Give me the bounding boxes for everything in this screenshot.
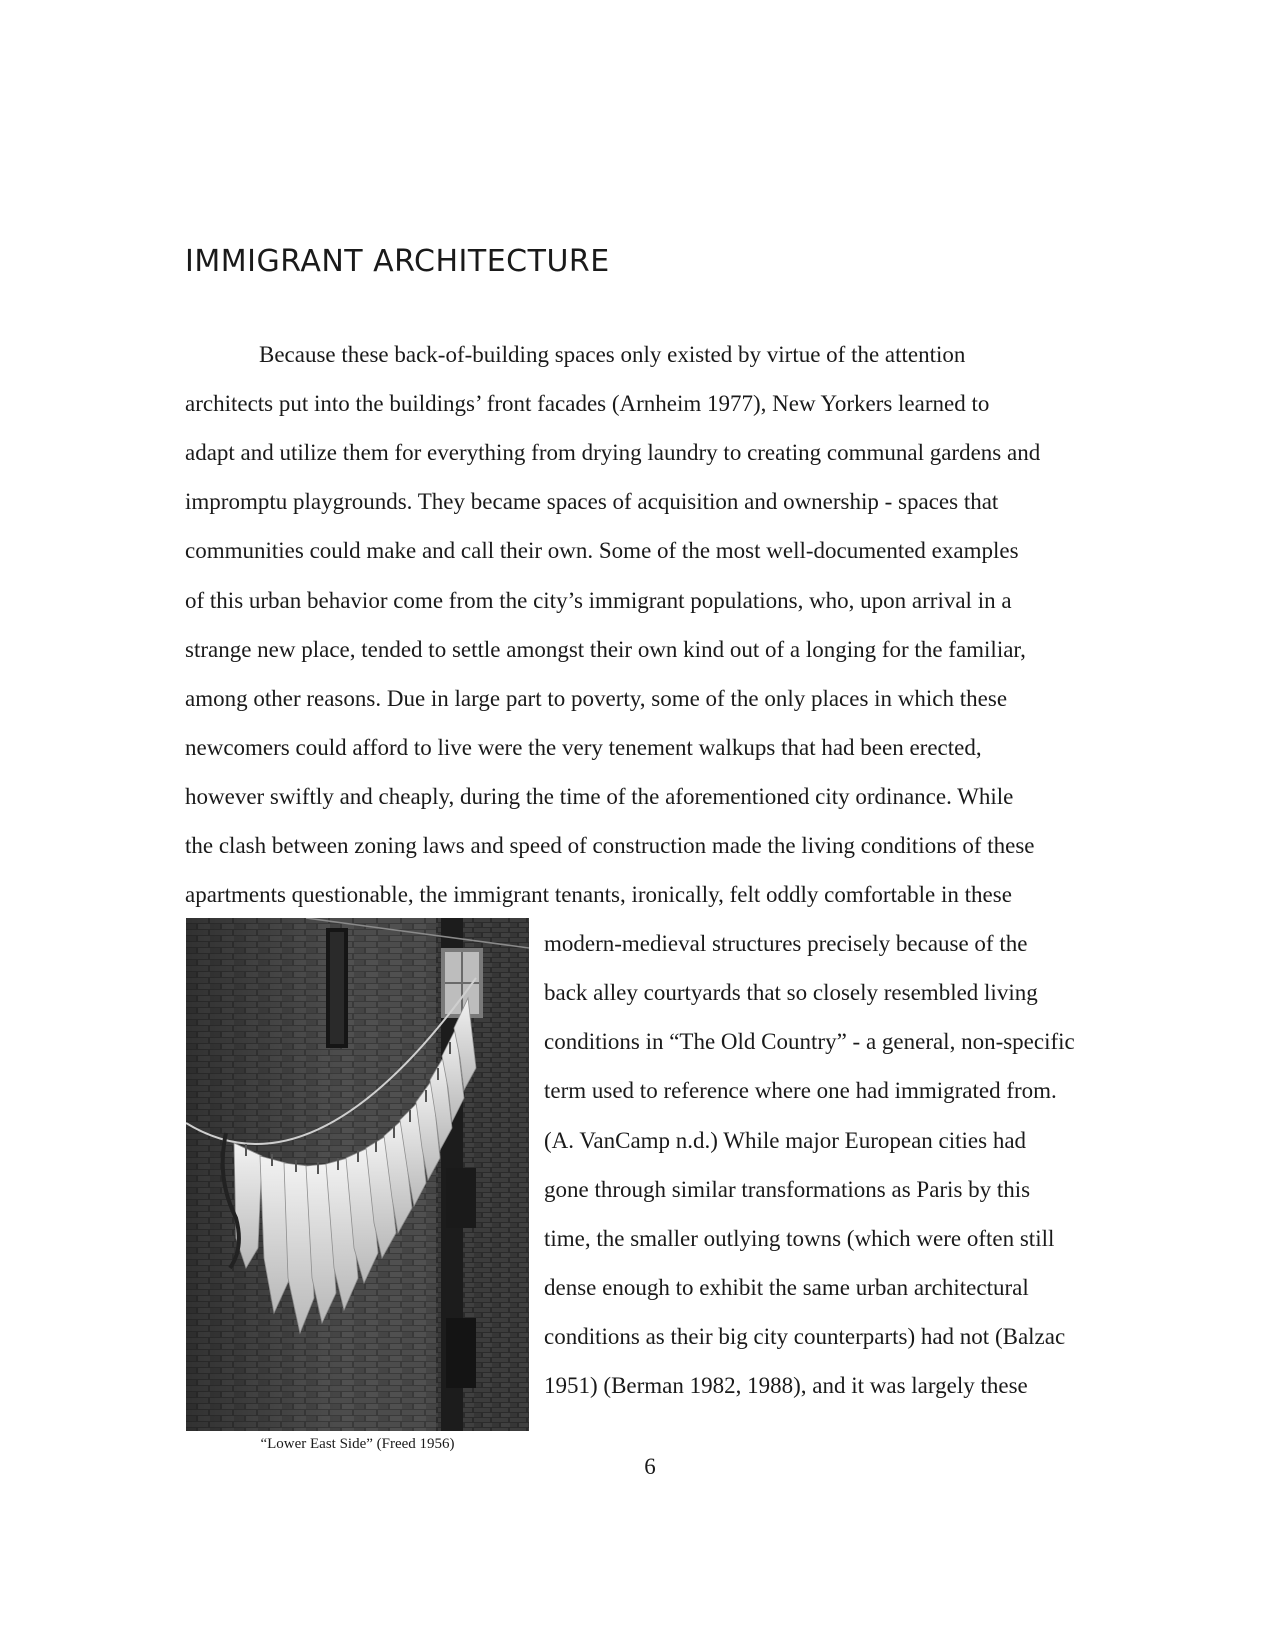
body-line: conditions in “The Old Country” - a general, non-specific bbox=[544, 1029, 1075, 1054]
body-line: strange new place, tended to settle amongst their own kind out of a longing for the familiar, bbox=[185, 637, 1026, 662]
body-line: the clash between zoning laws and speed of construction made the living conditions of these bbox=[185, 833, 1035, 858]
body-line: architects put into the buildings’ front facades (Arnheim 1977), New Yorkers learned to bbox=[185, 391, 990, 416]
photo-caption: “Lower East Side” (Freed 1956) bbox=[260, 1436, 455, 1452]
body-line: impromptu playgrounds. They became spaces of acquisition and ownership - spaces that bbox=[185, 489, 999, 514]
body-line: however swiftly and cheaply, during the time of the aforementioned city ordinance. While bbox=[185, 784, 1014, 809]
body-line: Because these back-of-building spaces only existed by virtue of the attention bbox=[259, 342, 966, 367]
page-number: 6 bbox=[644, 1454, 656, 1479]
body-line: newcomers could afford to live were the very tenement walkups that had been erected, bbox=[185, 735, 982, 760]
body-line: 1951) (Berman 1982, 1988), and it was largely these bbox=[544, 1373, 1028, 1398]
body-line: adapt and utilize them for everything from drying laundry to creating communal gardens and bbox=[185, 440, 1041, 465]
body-line: modern-medieval structures precisely because of the bbox=[544, 931, 1028, 956]
section-heading: IMMIGRANT ARCHITECTURE bbox=[185, 244, 610, 279]
body-line: (A. VanCamp n.d.) While major European cities had bbox=[544, 1128, 1027, 1153]
body-line: among other reasons. Due in large part to poverty, some of the only places in which these bbox=[185, 686, 1008, 711]
body-line: time, the smaller outlying towns (which were often still bbox=[544, 1226, 1055, 1251]
body-line: gone through similar transformations as Paris by this bbox=[544, 1177, 1031, 1202]
body-line: term used to reference where one had immigrated from. bbox=[544, 1078, 1057, 1103]
body-line: dense enough to exhibit the same urban architectural bbox=[544, 1275, 1029, 1300]
body-line: of this urban behavior come from the city’s immigrant populations, who, upon arrival in a bbox=[185, 588, 1012, 613]
body-line: back alley courtyards that so closely resembled living bbox=[544, 980, 1038, 1005]
laundry-photo bbox=[186, 918, 529, 1431]
body-line: conditions as their big city counterparts) had not (Balzac bbox=[544, 1324, 1066, 1349]
body-line: apartments questionable, the immigrant tenants, ironically, felt oddly comfortable in these bbox=[185, 882, 1012, 907]
body-line: communities could make and call their own. Some of the most well-documented examples bbox=[185, 538, 1019, 563]
